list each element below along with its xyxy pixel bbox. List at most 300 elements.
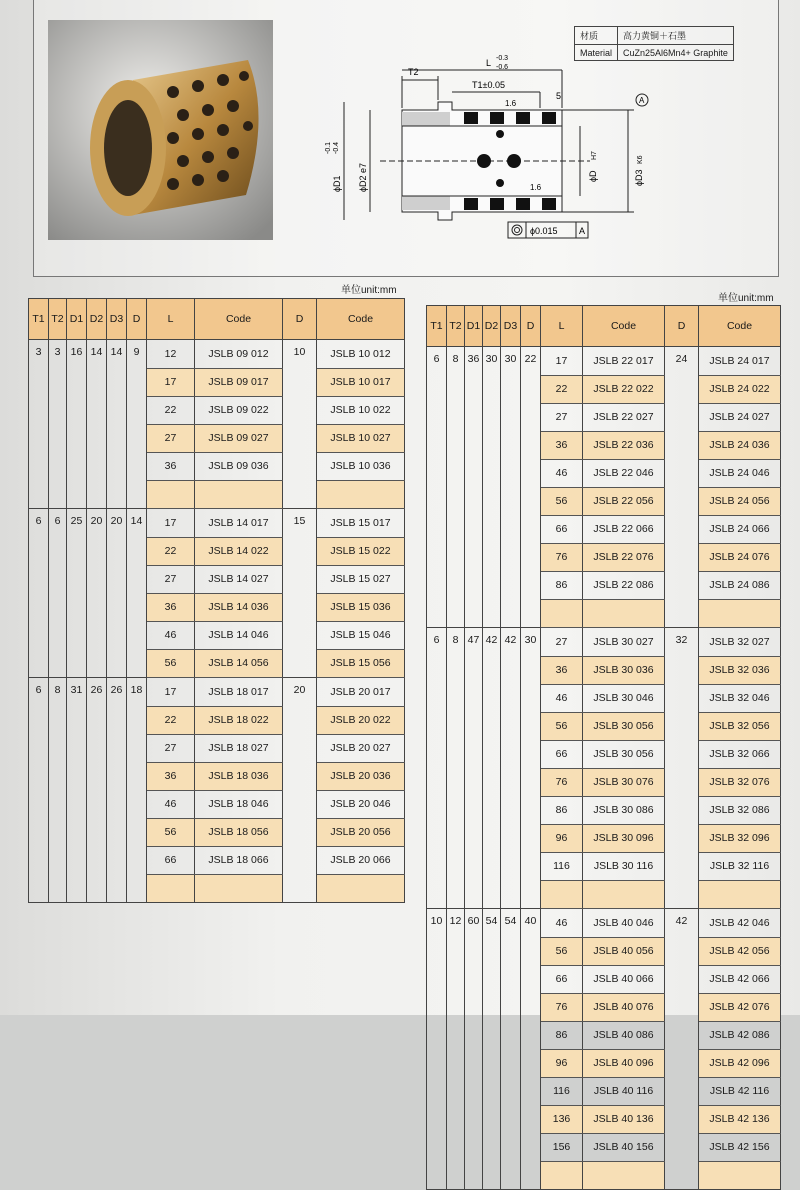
cell-code-a: JSLB 30 027 [583,628,665,657]
cell-t1: 10 [427,909,447,938]
table-row [427,1133,781,1161]
cell-d2 [87,734,107,762]
header-t1-0: T1 [427,306,447,347]
cell-l: 46 [541,684,583,712]
cell-t1 [29,621,49,649]
cell-code-b: JSLB 24 086 [699,571,781,599]
cell-t1 [29,706,49,734]
cell-code-a: JSLB 22 022 [583,375,665,403]
cell-t1 [29,452,49,480]
table-row [29,874,405,903]
cell-d [521,1161,541,1190]
dh-label: ϕD [588,170,598,182]
cell-d-b [665,1021,699,1049]
cell-t1 [427,403,447,431]
table-row [29,480,405,509]
cell-code-a: JSLB 22 076 [583,543,665,571]
cell-t1 [29,846,49,874]
cell-t2 [49,565,67,593]
cell-d [521,1049,541,1077]
cell-l: 36 [541,431,583,459]
cell-t1 [427,993,447,1021]
cell-code-b: JSLB 32 027 [699,628,781,657]
cell-d1 [67,396,87,424]
cell-d3 [501,1105,521,1133]
cell-code-a: JSLB 40 156 [583,1133,665,1161]
header-d-5: D [521,306,541,347]
cell-l: 46 [147,790,195,818]
cell-d1 [465,656,483,684]
cell-d3: 20 [107,509,127,538]
cell-d-b [283,762,317,790]
cell-d2: 26 [87,678,107,707]
cell-l: 66 [541,965,583,993]
cell-code-b: JSLB 15 046 [317,621,405,649]
cell-code-b: JSLB 32 116 [699,852,781,880]
cell-d [521,515,541,543]
cell-d3 [501,740,521,768]
t1-label: T1±0.05 [472,80,505,90]
cell-t2 [447,937,465,965]
cell-t1 [427,515,447,543]
cell-code-b: JSLB 32 046 [699,684,781,712]
cell-d3: 14 [107,340,127,369]
cell-code-b: JSLB 42 086 [699,1021,781,1049]
cell-code-b: JSLB 10 036 [317,452,405,480]
cell-d [521,1133,541,1161]
cell-d2 [483,993,501,1021]
d2-label: ϕD2 e7 [358,162,368,192]
cell-d-b [665,599,699,628]
header-d-8: D [283,299,317,340]
cell-code-a: JSLB 18 056 [195,818,283,846]
cell-code-b: JSLB 42 096 [699,1049,781,1077]
dh-tol: H7 [591,151,598,160]
cell-d3 [501,487,521,515]
cell-code-b: JSLB 32 056 [699,712,781,740]
cell-d: 18 [127,678,147,707]
cell-code-a: JSLB 22 036 [583,431,665,459]
cell-code-a: JSLB 18 066 [195,846,283,874]
cell-d [521,375,541,403]
cell-t2 [49,734,67,762]
bushing-photo [48,20,273,240]
cell-t2: 12 [447,909,465,938]
cell-d-b [283,368,317,396]
cell-d3 [501,880,521,909]
cell-d2 [87,396,107,424]
cell-t2 [447,1161,465,1190]
cell-d [521,740,541,768]
unit-label-left: 单位unit:mm [341,285,397,296]
cell-d [521,880,541,909]
cell-d: 30 [521,628,541,657]
cell-d2 [483,656,501,684]
cell-t1 [29,368,49,396]
header-d3-4: D3 [501,306,521,347]
cell-d3: 26 [107,678,127,707]
cell-t1 [29,480,49,509]
cell-d2: 20 [87,509,107,538]
cell-d2 [87,621,107,649]
cell-d2 [483,403,501,431]
header-code-7: Code [583,306,665,347]
table-row [29,621,405,649]
cell-d: 9 [127,340,147,369]
cell-t1 [427,1077,447,1105]
cell-code-a: JSLB 30 056 [583,740,665,768]
cell-t1 [29,593,49,621]
cell-d3 [501,965,521,993]
cell-code-b: JSLB 32 086 [699,796,781,824]
cell-d1 [465,431,483,459]
table-row [29,678,405,707]
table-row [427,852,781,880]
cell-l: 56 [541,937,583,965]
table-row [427,1077,781,1105]
d1-label: ϕD1 [332,175,342,192]
cell-t1 [29,734,49,762]
cell-t2 [49,424,67,452]
cell-code-a: JSLB 09 012 [195,340,283,369]
cell-d3 [501,1049,521,1077]
cell-l [147,874,195,903]
cell-t1 [427,487,447,515]
cell-t2: 3 [49,340,67,369]
cell-code-a: JSLB 40 086 [583,1021,665,1049]
cell-d2 [87,762,107,790]
l-tol-lower: -0.6 [496,64,509,71]
cell-d1 [465,712,483,740]
cell-d [521,768,541,796]
cell-d3 [107,818,127,846]
cell-l: 66 [147,846,195,874]
cell-d2 [483,1021,501,1049]
cell-d-b [283,537,317,565]
cell-d [127,621,147,649]
cell-code-b: JSLB 24 022 [699,375,781,403]
cell-d1 [465,965,483,993]
cell-d3 [501,712,521,740]
cell-d2 [483,740,501,768]
left-spec-table [28,298,405,903]
table-row [427,656,781,684]
cell-d-b [665,880,699,909]
cell-d [127,368,147,396]
concentricity-ref: A [579,226,586,236]
cell-l: 116 [541,852,583,880]
table-row [29,790,405,818]
cell-d [127,762,147,790]
cell-d1 [465,684,483,712]
cell-d-b [665,656,699,684]
cell-d-b [283,452,317,480]
cell-l: 22 [147,706,195,734]
header-t2-1: T2 [49,299,67,340]
cell-l: 96 [541,1049,583,1077]
cell-t2 [447,796,465,824]
cell-code-a: JSLB 18 046 [195,790,283,818]
table-row [427,909,781,938]
cell-d3 [107,424,127,452]
cell-l: 66 [541,515,583,543]
cell-t2 [447,1105,465,1133]
table-row [427,347,781,376]
cell-d-b [283,396,317,424]
cell-d [127,565,147,593]
cell-l: 46 [541,909,583,938]
cell-t2 [447,993,465,1021]
cell-d [127,480,147,509]
cell-l: 27 [541,628,583,657]
d1-tol-lower: -0.4 [333,141,340,154]
cell-d2: 30 [483,347,501,376]
table-row [427,937,781,965]
cell-d3 [107,480,127,509]
cell-d1 [67,846,87,874]
cell-code-b [699,880,781,909]
cell-d1 [465,852,483,880]
cell-code-a: JSLB 40 046 [583,909,665,938]
table-row [427,571,781,599]
cell-d3 [501,543,521,571]
cell-l: 22 [147,396,195,424]
cell-d3 [107,537,127,565]
cell-d-b [665,403,699,431]
cell-d-b [665,993,699,1021]
cell-d2 [483,1133,501,1161]
cell-t2 [49,368,67,396]
cell-d3 [107,762,127,790]
cell-d-b [665,431,699,459]
cell-d3 [107,452,127,480]
cell-d1: 16 [67,340,87,369]
cell-l: 27 [147,734,195,762]
cell-code-b: JSLB 32 076 [699,768,781,796]
cell-t2 [447,543,465,571]
table-row [427,768,781,796]
cell-t2 [447,459,465,487]
cell-d [521,824,541,852]
cell-code-a: JSLB 30 086 [583,796,665,824]
cell-d-b: 24 [665,347,699,376]
cell-t1: 6 [29,678,49,707]
cell-d1 [465,403,483,431]
cell-d [521,1021,541,1049]
cell-d2 [483,965,501,993]
header-code-9: Code [699,306,781,347]
cell-d3 [107,649,127,678]
table-row [29,509,405,538]
header-t2-1: T2 [447,306,465,347]
cell-d2 [87,565,107,593]
cell-d-b [665,1161,699,1190]
cell-d1 [465,459,483,487]
cell-code-b: JSLB 24 056 [699,487,781,515]
cell-t2 [49,874,67,903]
cell-d3 [501,768,521,796]
cell-code-a: JSLB 30 056 [583,712,665,740]
cell-code-b: JSLB 15 017 [317,509,405,538]
cell-t1 [29,762,49,790]
cell-d2 [483,1049,501,1077]
cell-l: 12 [147,340,195,369]
cell-d1 [465,571,483,599]
table-row [29,706,405,734]
table-row [427,431,781,459]
cell-t2 [447,965,465,993]
cell-code-b: JSLB 32 036 [699,656,781,684]
cell-d-b [665,740,699,768]
cell-t2 [447,768,465,796]
cell-t2 [447,852,465,880]
cell-d-b [665,824,699,852]
cell-d1 [67,649,87,678]
table-row [29,734,405,762]
cell-d1 [67,480,87,509]
cell-d2: 42 [483,628,501,657]
cell-d-b [665,543,699,571]
cell-d2 [87,649,107,678]
header-d1-2: D1 [465,306,483,347]
material-value-en: CuZn25Al6Mn4+ Graphite [618,45,734,61]
cell-code-a: JSLB 14 017 [195,509,283,538]
cell-t2 [447,684,465,712]
cell-d3 [501,993,521,1021]
cell-code-b: JSLB 20 046 [317,790,405,818]
table-row [427,684,781,712]
cell-code-a: JSLB 14 046 [195,621,283,649]
cell-d-b: 20 [283,678,317,707]
cell-d-b [283,593,317,621]
cell-t1 [427,459,447,487]
cell-t1 [29,649,49,678]
cell-d3 [501,459,521,487]
cell-code-b: JSLB 24 046 [699,459,781,487]
cell-t1 [427,375,447,403]
cell-d [127,874,147,903]
cell-t1 [427,824,447,852]
cell-code-b: JSLB 20 022 [317,706,405,734]
cell-d3 [501,375,521,403]
cell-d1 [67,621,87,649]
cell-t2 [447,431,465,459]
cell-l: 116 [541,1077,583,1105]
unit-label-right: 单位unit:mm [718,293,774,304]
cell-d1 [465,768,483,796]
cell-d-b [665,515,699,543]
cell-d-b [665,1049,699,1077]
cell-l: 66 [541,740,583,768]
cell-d [127,424,147,452]
cell-l: 86 [541,571,583,599]
cell-t2: 6 [49,509,67,538]
cell-d1 [465,880,483,909]
cell-code-b: JSLB 10 027 [317,424,405,452]
table-row [29,649,405,678]
cell-t1 [427,599,447,628]
cell-d2 [87,593,107,621]
cell-d [521,852,541,880]
cell-d1 [67,762,87,790]
cell-code-b: JSLB 20 066 [317,846,405,874]
cell-d3 [107,706,127,734]
cell-l [541,599,583,628]
cell-d [127,593,147,621]
cell-t1 [427,1133,447,1161]
cell-l: 27 [147,565,195,593]
cell-d2 [483,1161,501,1190]
cell-d-b: 42 [665,909,699,938]
cell-code-b: JSLB 20 036 [317,762,405,790]
table-row [427,796,781,824]
cell-code-a [583,599,665,628]
cell-t2 [447,487,465,515]
cell-d-b [283,874,317,903]
table-row [427,628,781,657]
cell-d-b [283,846,317,874]
cell-d [521,403,541,431]
cell-t2 [49,396,67,424]
cell-d3 [501,684,521,712]
cell-d2 [483,684,501,712]
cell-d3 [107,621,127,649]
cell-d1 [465,487,483,515]
cell-d [127,790,147,818]
cell-l: 17 [147,368,195,396]
cell-t1 [427,937,447,965]
cell-t2 [447,712,465,740]
cell-d1 [465,1077,483,1105]
table-row [427,599,781,628]
cell-code-b: JSLB 32 096 [699,824,781,852]
cell-l: 46 [147,621,195,649]
bushing-drawing [290,42,670,252]
cell-d-b [283,649,317,678]
cell-d: 14 [127,509,147,538]
cell-d1 [465,740,483,768]
cell-t1 [29,424,49,452]
cell-d1: 36 [465,347,483,376]
cell-code-b: JSLB 15 056 [317,649,405,678]
cell-d1 [67,734,87,762]
cell-d2 [483,375,501,403]
cell-d [521,459,541,487]
cell-code-a [195,480,283,509]
cell-d2 [483,1077,501,1105]
cell-d [127,537,147,565]
cell-t1 [427,1105,447,1133]
cell-t1 [427,1161,447,1190]
l-label: L [486,58,492,68]
cell-d-b [665,852,699,880]
cell-t2 [447,375,465,403]
header-l-6: L [147,299,195,340]
datum-a: A [639,96,645,105]
table-row [427,740,781,768]
cell-d2 [87,818,107,846]
cell-d [521,543,541,571]
cell-d-b [283,621,317,649]
cell-d [521,684,541,712]
table-row [29,537,405,565]
cell-d [521,796,541,824]
cell-t2 [49,649,67,678]
cell-t1 [29,565,49,593]
cell-l [147,480,195,509]
cell-d3 [501,403,521,431]
cell-d [127,649,147,678]
